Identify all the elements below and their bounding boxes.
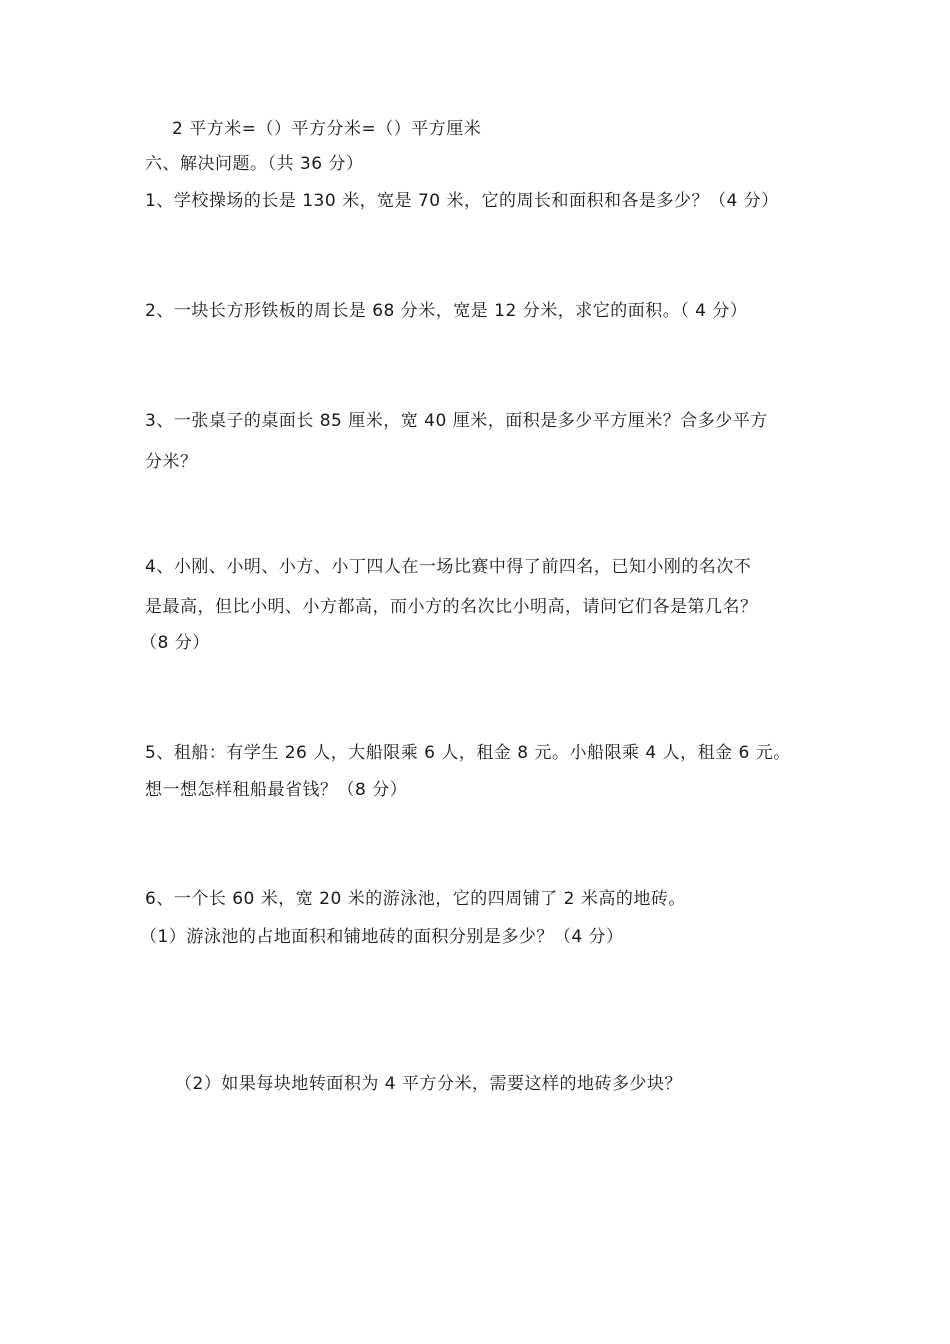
question-4-line-1: 4、小刚、小明、小方、小丁四人在一场比赛中得了前四名，已知小刚的名次不 bbox=[145, 557, 752, 577]
question-5-line-1: 5、租船：有学生 26 人，大船限乘 6 人，租金 8 元。小船限乘 4 人，租金 6 元。 bbox=[145, 743, 791, 763]
question-3-line-1: 3、一张桌子的桌面长 85 厘米，宽 40 厘米，面积是多少平方厘米？合多少平方 bbox=[145, 411, 768, 431]
question-2: 2、一块长方形铁板的周长是 68 分米，宽是 12 分米，求它的面积。（ 4 分） bbox=[145, 301, 748, 321]
question-6-subquestion-1: （1）游泳池的占地面积和铺地砖的面积分别是多少？（4 分） bbox=[140, 927, 624, 947]
unit-conversion-line: 2 平方米=（）平方分米=（）平方厘米 bbox=[172, 119, 482, 139]
question-1: 1、学校操场的长是 130 米，宽是 70 米，它的周长和面积和各是多少？（4 分） bbox=[145, 191, 779, 211]
question-6-subquestion-2: （2）如果每块地转面积为 4 平方分米，需要这样的地砖多少块？ bbox=[175, 1074, 682, 1094]
question-3-line-2: 分米？ bbox=[145, 452, 198, 472]
question-4-line-2: 是最高，但比小明、小方都高，而小方的名次比小明高，请问它们各是第几名？ bbox=[145, 597, 758, 617]
question-5-line-2: 想一想怎样租船最省钱？（8 分） bbox=[145, 780, 408, 800]
section-heading: 六、解决问题。（共 36 分） bbox=[145, 154, 364, 174]
question-4-line-3: （8 分） bbox=[140, 633, 210, 653]
question-6-line-1: 6、一个长 60 米，宽 20 米的游泳池，它的四周铺了 2 米高的地砖。 bbox=[145, 889, 686, 909]
